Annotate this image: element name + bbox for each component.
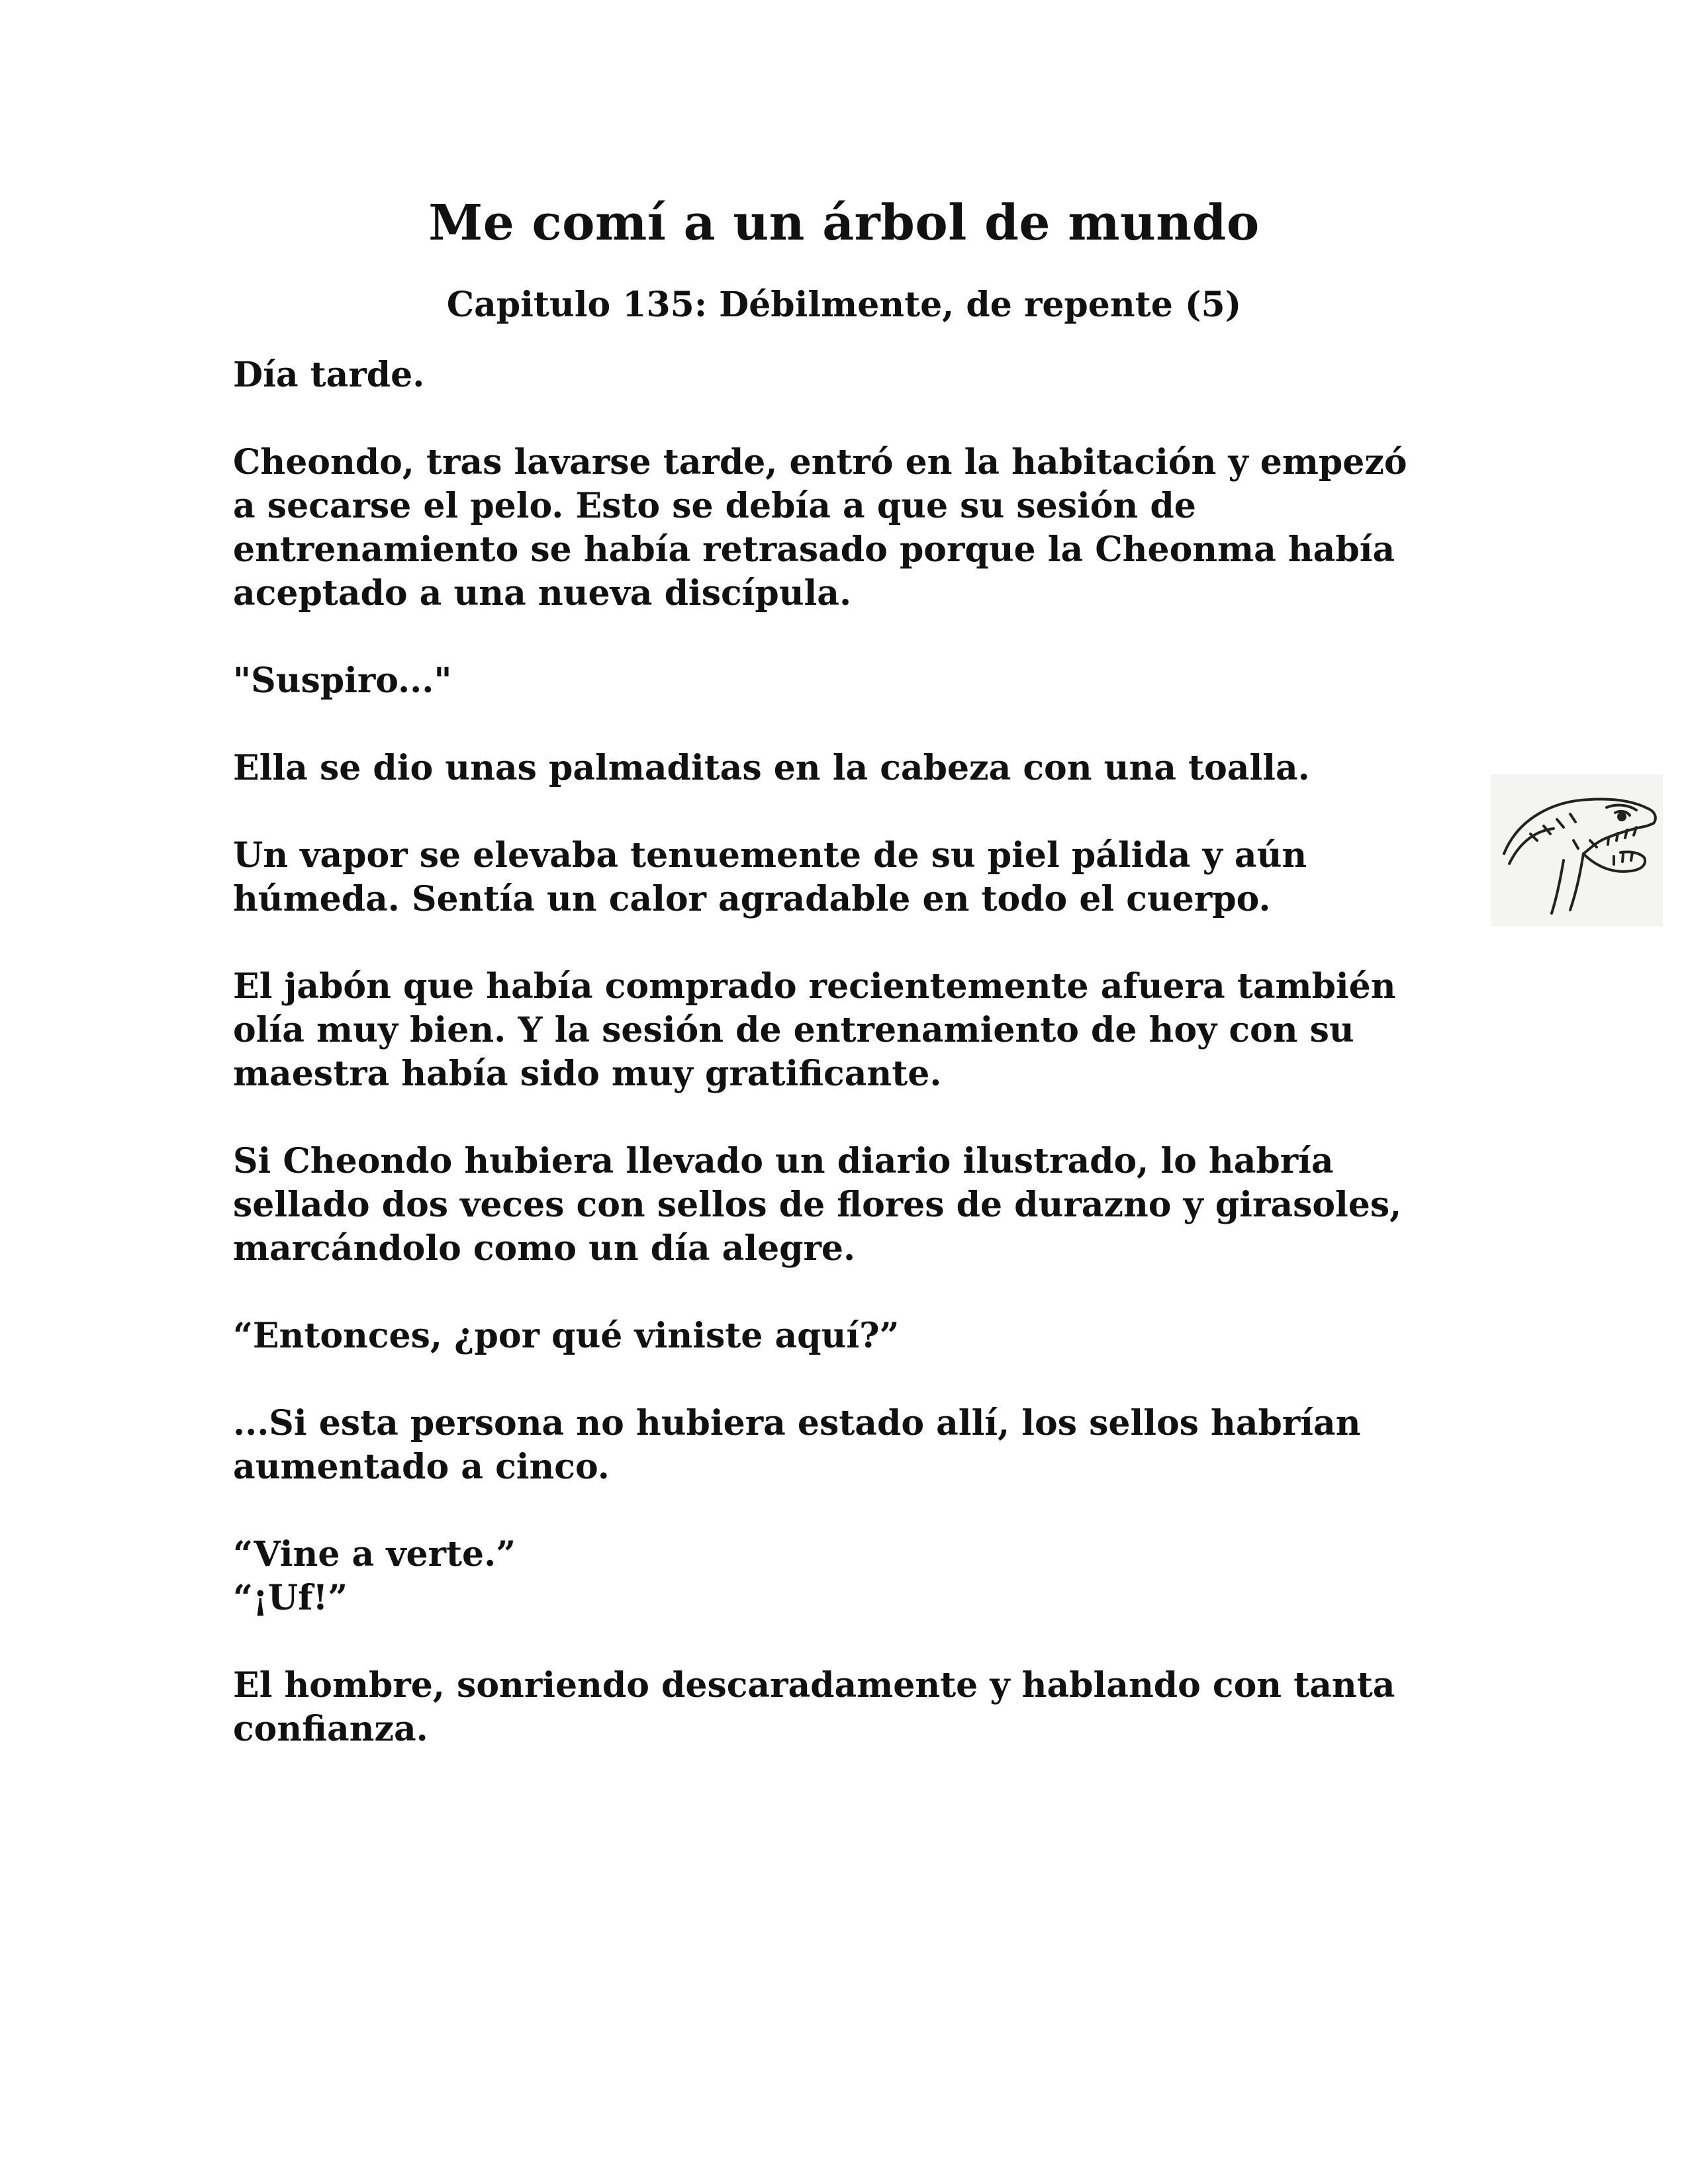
paragraph: “Entonces, ¿por qué viniste aquí?” xyxy=(233,1316,900,1356)
paragraph: “Vine a verte.” xyxy=(233,1534,516,1574)
paragraph: Si Cheondo hubiera llevado un diario ilustrado, lo habría sellado dos veces con sellos de flores de durazno y girasoles, marcándolo como un día alegre. xyxy=(233,1141,1402,1269)
paragraph: "Suspiro..." xyxy=(233,660,452,701)
paragraph: Ella se dio unas palmaditas en la cabeza con una toalla. xyxy=(233,748,1310,788)
paragraph: El jabón que había comprado recientemente afuera también olía muy bien. Y la sesión de entrenamiento de hoy con su maestra había sido muy gratificante. xyxy=(233,966,1396,1094)
paragraph: El hombre, sonriendo descaradamente y hablando con tanta confianza. xyxy=(233,1665,1395,1749)
paragraph: Día tarde. xyxy=(233,355,425,395)
chapter-subtitle: Capitulo 135: Débilmente, de repente (5) xyxy=(446,285,1242,325)
document-title: Me comí a un árbol de mundo xyxy=(428,195,1260,251)
document-body xyxy=(233,353,1477,1795)
dinosaur-head-icon xyxy=(1491,774,1663,927)
paragraph: Cheondo, tras lavarse tarde, entró en la habitación y empezó a secarse el pelo. Esto se debía a que su sesión de entrenamiento se había retrasado porque la Cheonma había aceptado a una nueva discípula. xyxy=(233,442,1407,614)
paragraph: “¡Uf!” xyxy=(233,1578,348,1618)
dinosaur-head-drawing xyxy=(1491,774,1663,927)
paragraph: Un vapor se elevaba tenuemente de su piel pálida y aún húmeda. Sentía un calor agradable en todo el cuerpo. xyxy=(233,835,1307,919)
paragraph: ...Si esta persona no hubiera estado allí, los sellos habrían aumentado a cinco. xyxy=(233,1403,1361,1487)
